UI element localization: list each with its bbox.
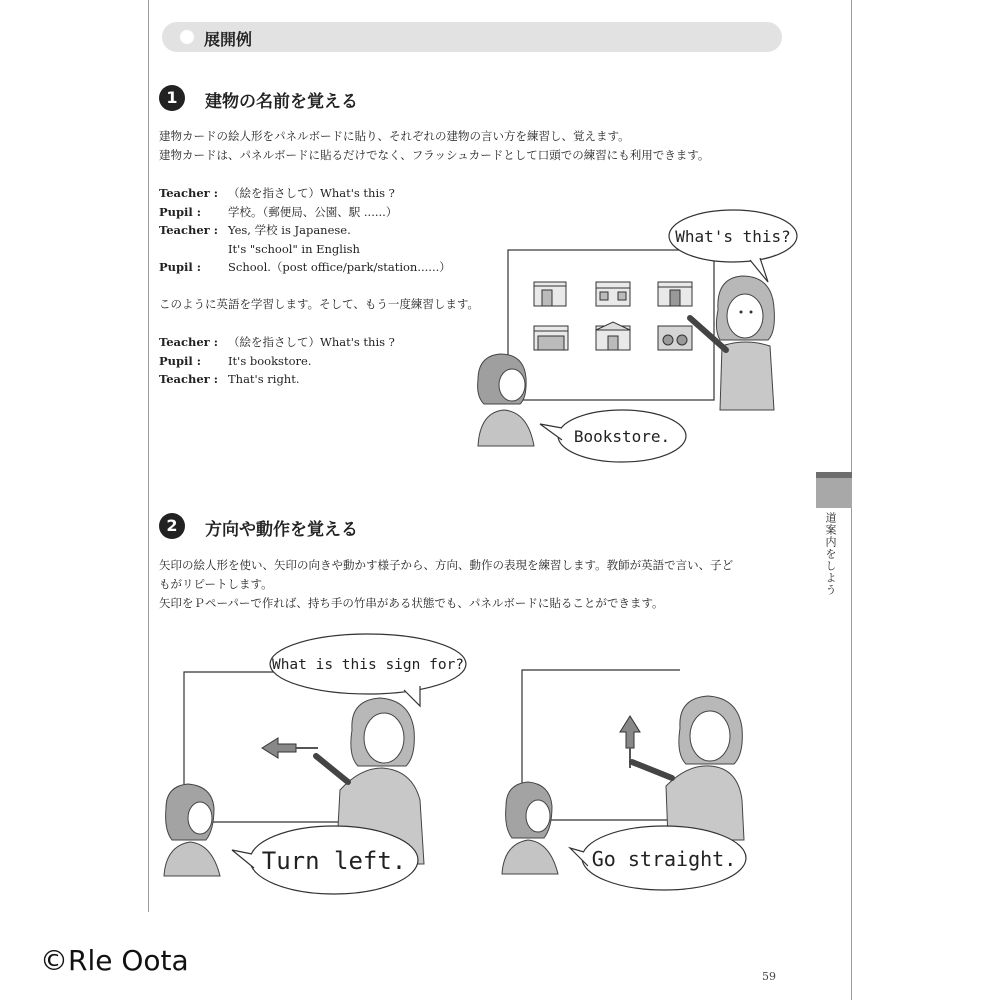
section-title: 展開例 [204, 30, 253, 49]
step2-description-line: もがリピートします。 [159, 577, 273, 591]
pupil-figure [502, 782, 558, 874]
page-number: 59 [762, 970, 776, 983]
speaker-label: Teacher : [159, 186, 218, 200]
bubble-text: Bookstore. [573, 427, 671, 446]
teacher-figure [632, 696, 744, 840]
speech-bubble-go-straight [570, 826, 746, 890]
bubble-text: Turn left. [261, 847, 407, 875]
speaker-label: Teacher : [159, 223, 218, 237]
pupil-figure [164, 784, 220, 876]
step-number-badge: 2 [159, 513, 185, 539]
dialog-text: （絵を指さして）What's this ? [228, 335, 395, 349]
speech-bubble-turn-left [232, 826, 418, 894]
dialog-text: （絵を指さして）What's this ? [228, 186, 395, 200]
dialog-text: 学校。（郵便局、公園、駅 ......） [228, 204, 398, 219]
speaker-label: Teacher : [159, 335, 218, 349]
speaker-label: Pupil : [159, 204, 202, 219]
step2-description-line: 矢印の絵人形を使い、矢印の向きや動かす様子から、方向、動作の表現を練習します。教師が英語で言い、子ど [159, 558, 734, 572]
bubble-text: What's this? [675, 227, 791, 246]
step-number-badge: 1 [159, 85, 185, 111]
dialog-text: School.（post office/park/station......） [228, 260, 451, 274]
speaker-label: Teacher : [159, 372, 218, 386]
dialog-text: That's right. [228, 372, 300, 386]
speech-bubble-question [270, 634, 466, 706]
dialog-text: Yes, 学校 is Japanese. [228, 223, 351, 237]
bubble-text: What is this sign for? [271, 657, 465, 673]
step-title: 建物の名前を覚える [205, 92, 358, 112]
speaker-label: Pupil : [159, 353, 202, 368]
step2-description-line: 矢印をＰペーパーで作れば、持ち手の竹串がある状態でも、パネルボードに貼ることができます。 [159, 596, 664, 610]
step-title: 方向や動作を覚える [205, 520, 358, 540]
copyright-notice: ©Rle Oota [40, 944, 189, 977]
speaker-label: Pupil : [159, 260, 202, 274]
dialog-text: It's bookstore. [228, 353, 312, 368]
chapter-label: 道案内をしよう [824, 512, 837, 596]
bubble-text: Go straight. [591, 847, 737, 871]
step1-description-line: 建物カードの絵人形をパネルボードに貼り、それぞれの建物の言い方を練習し、覚えます。 [159, 129, 630, 143]
dialog-text: It's "school" in English [228, 241, 360, 256]
arrow-left-icon [262, 738, 318, 758]
middle-text: このように英語を学習します。そして、もう一度練習します。 [159, 297, 479, 311]
step1-description-line: 建物カードは、パネルボードに貼るだけでなく、フラッシュカードとして口頭での練習にも利用できます。 [159, 148, 710, 162]
